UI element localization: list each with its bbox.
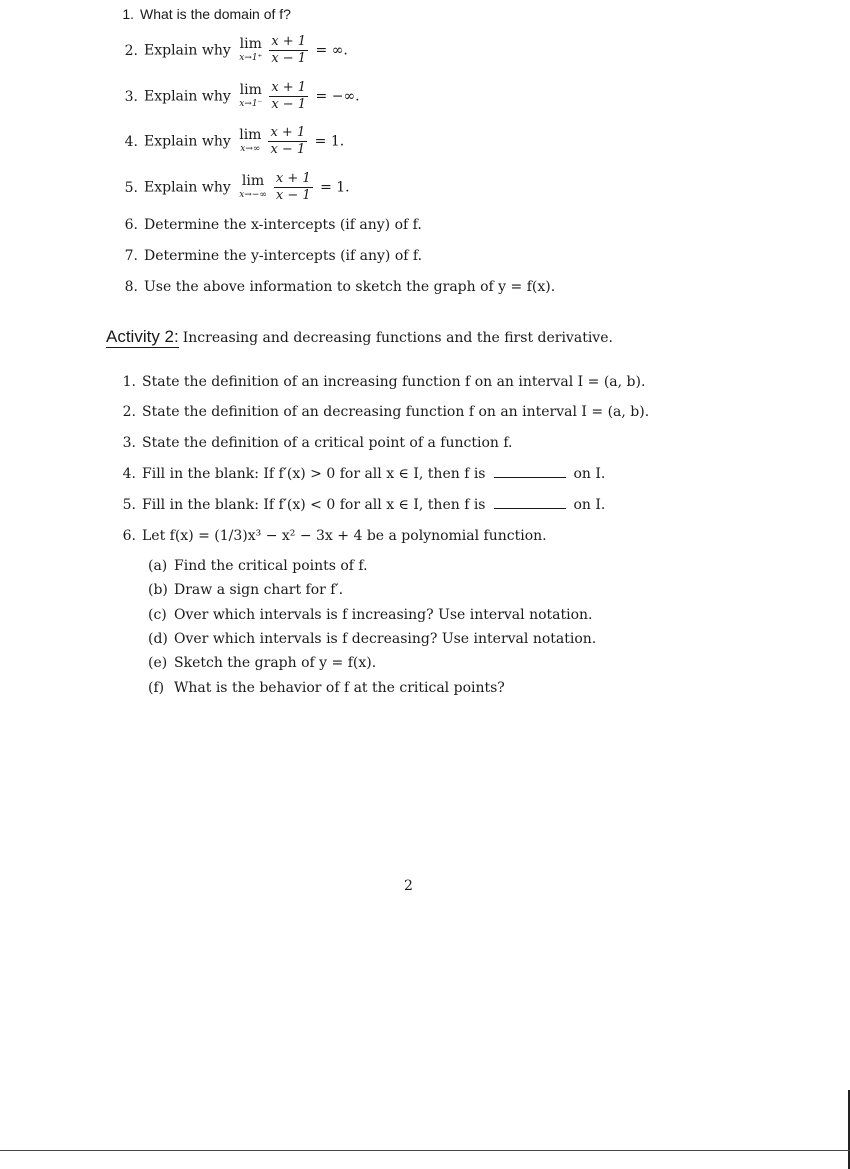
item-number: 3. xyxy=(124,88,138,105)
item-number: 4. xyxy=(122,466,136,482)
limit-operator xyxy=(239,174,267,202)
lim-subscript: x→−∞ xyxy=(239,189,267,200)
item-number: 6. xyxy=(124,217,138,233)
item-number: 8. xyxy=(124,279,138,295)
limit-result: = 1. xyxy=(320,179,350,196)
answer-blank xyxy=(494,496,566,509)
item-text: State the definition of an decreasing function f on an interval I = (a, b). xyxy=(142,404,650,420)
item-prefix: Explain why xyxy=(144,42,231,59)
subitem-text: Over which intervals is f decreasing? Use interval notation. xyxy=(174,631,597,647)
subitem-label: (f) xyxy=(148,680,165,696)
part1-item-3 xyxy=(118,80,360,113)
activity-label: Activity 2: xyxy=(106,327,179,346)
activity2-item-6 xyxy=(116,526,547,546)
part1-item-7 xyxy=(118,246,422,266)
denominator: x − 1 xyxy=(271,97,307,112)
fraction xyxy=(274,171,313,204)
item-suffix: on I. xyxy=(573,466,606,482)
part1-item-6 xyxy=(118,215,422,235)
item-number: 1. xyxy=(122,6,134,22)
subitem-a xyxy=(148,556,368,576)
item-text: Let f(x) = (1/3)x³ − x² − 3x + 4 be a polynomial function. xyxy=(142,528,547,544)
item-text: Determine the x-intercepts (if any) of f. xyxy=(144,217,422,233)
activity2-item-3 xyxy=(116,433,512,453)
lim-subscript: x→1⁻ xyxy=(239,98,263,109)
activity-heading xyxy=(106,327,613,347)
item-number: 5. xyxy=(122,497,136,513)
subitem-label: (c) xyxy=(148,607,167,623)
item-number: 3. xyxy=(122,435,136,451)
denominator: x − 1 xyxy=(275,188,311,203)
subitem-c xyxy=(148,605,592,625)
fraction xyxy=(268,125,307,158)
item-text: State the definition of an increasing function f on an interval I = (a, b). xyxy=(142,374,646,390)
subitem-label: (b) xyxy=(148,582,168,598)
item-text: Fill in the blank: If f′(x) > 0 for all x ∈ I, then f is xyxy=(142,466,486,482)
activity2-item-1 xyxy=(116,372,645,392)
subitem-b xyxy=(148,580,343,600)
activity-title: Increasing and decreasing functions and the first derivative. xyxy=(182,330,613,346)
part1-item-5 xyxy=(118,171,350,204)
numerator: x + 1 xyxy=(270,125,306,140)
item-number: 6. xyxy=(122,528,136,544)
subitem-text: Over which intervals is f increasing? Use interval notation. xyxy=(174,607,593,623)
limit-result: = −∞. xyxy=(315,88,360,105)
activity2-item-2 xyxy=(116,402,649,422)
limit-result: = ∞. xyxy=(315,42,348,59)
part1-item-2 xyxy=(118,34,348,67)
activity2-item-5 xyxy=(116,495,605,515)
item-suffix: on I. xyxy=(573,497,606,513)
item-number: 1. xyxy=(122,374,136,390)
item-text: Use the above information to sketch the graph of y = f(x). xyxy=(144,279,556,295)
limit-operator xyxy=(239,83,262,111)
numerator: x + 1 xyxy=(271,80,307,95)
item-prefix: Explain why xyxy=(144,133,231,150)
denominator: x − 1 xyxy=(270,142,306,157)
part1-item-4 xyxy=(118,125,344,158)
subitem-e xyxy=(148,653,376,673)
numerator: x + 1 xyxy=(275,171,311,186)
subitem-label: (d) xyxy=(148,631,168,647)
lim-subscript: x→∞ xyxy=(240,143,261,154)
item-number: 2. xyxy=(124,42,138,59)
answer-blank xyxy=(494,465,566,478)
subitem-text: Sketch the graph of y = f(x). xyxy=(174,655,377,671)
subitem-text: Draw a sign chart for f′. xyxy=(174,582,344,598)
lim-word: lim xyxy=(241,172,265,189)
activity2-item-4 xyxy=(116,464,605,484)
item-number: 5. xyxy=(124,179,138,196)
item-number: 7. xyxy=(124,248,138,264)
numerator: x + 1 xyxy=(271,34,307,49)
item-text: What is the domain of f? xyxy=(140,6,291,22)
subitem-text: Find the critical points of f. xyxy=(174,558,368,574)
subitem-label: (e) xyxy=(148,655,168,671)
item-number: 4. xyxy=(124,133,138,150)
limit-operator xyxy=(239,37,262,65)
item-text: State the definition of a critical point of a function f. xyxy=(142,435,513,451)
lim-word: lim xyxy=(239,126,262,143)
denominator: x − 1 xyxy=(271,51,307,66)
lim-subscript: x→1⁺ xyxy=(239,52,263,63)
item-text: Fill in the blank: If f′(x) < 0 for all x ∈ I, then f is xyxy=(142,497,486,513)
lim-word: lim xyxy=(239,81,262,98)
subitem-f xyxy=(148,678,505,698)
item-number: 2. xyxy=(122,404,136,420)
scan-edge-bottom xyxy=(0,1150,850,1151)
fraction xyxy=(269,80,308,113)
part1-item-1 xyxy=(114,4,291,24)
lim-word: lim xyxy=(239,35,262,52)
subitem-d xyxy=(148,629,596,649)
item-prefix: Explain why xyxy=(144,179,231,196)
item-prefix: Explain why xyxy=(144,88,231,105)
limit-operator xyxy=(239,128,261,156)
part1-item-8 xyxy=(118,277,555,297)
limit-result: = 1. xyxy=(314,133,345,150)
page-number: 2 xyxy=(404,878,413,894)
subitem-text: What is the behavior of f at the critical points? xyxy=(174,680,505,696)
item-text: Determine the y-intercepts (if any) of f. xyxy=(144,248,423,264)
fraction xyxy=(269,34,308,67)
subitem-label: (a) xyxy=(148,558,168,574)
